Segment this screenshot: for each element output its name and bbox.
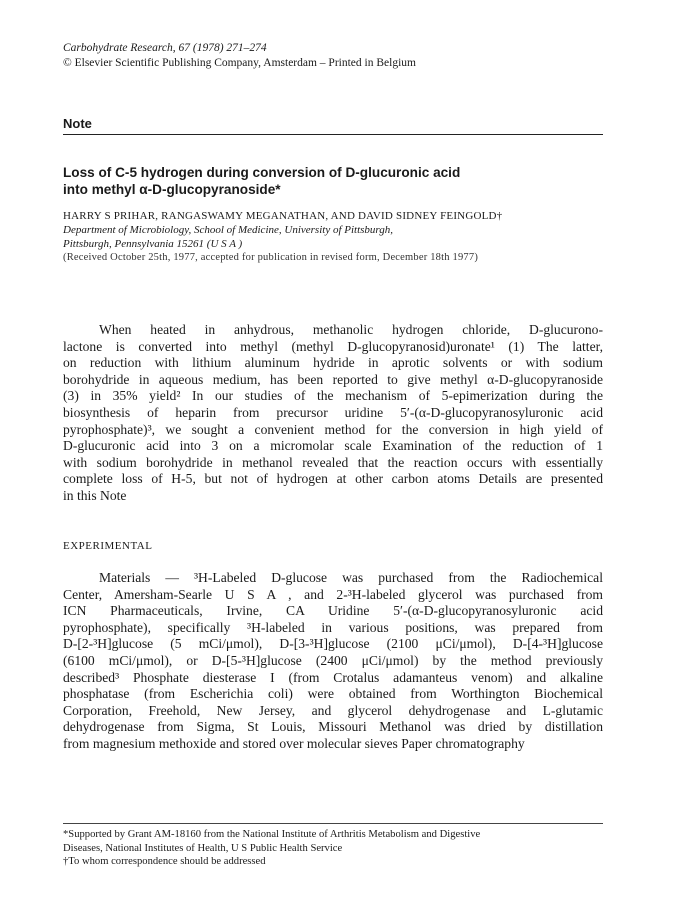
intro-line: pyrophosphate)³, we sought a convenient method for the conversion in high yield of xyxy=(63,421,603,437)
author-list: HARRY S PRIHAR, RANGASWAMY MEGANATHAN, AND DAVID SIDNEY FEINGOLD† xyxy=(63,210,503,222)
footnote-correspondence: †To whom correspondence should be addressed xyxy=(63,856,266,867)
received-dates: (Received October 25th, 1977, accepted for publication in revised form, December 18th 1977) xyxy=(63,252,479,263)
intro-line: When heated in anhydrous, methanolic hydrogen chloride, D-glucurono- xyxy=(99,322,603,337)
section-heading-experimental: EXPERIMENTAL xyxy=(63,540,153,552)
journal-header xyxy=(63,41,416,71)
title-line-2: into methyl α-D-glucopyranoside* xyxy=(63,182,281,197)
intro-line: (3) in 35% yield² In our studies of the mechanism of 5-epimerization during the xyxy=(63,388,603,404)
footnote-funding: *Supported by Grant AM-18160 from the National Institute of Arthritis Metabolism and Digestive xyxy=(63,829,481,840)
materials-line: phosphatase (from Escherichia coli) were obtained from Worthington Biochemical xyxy=(63,686,603,702)
intro-line: with sodium borohydride in methanol revealed that the reaction occurs with essentially xyxy=(63,454,603,470)
materials-line: D-[2-³H]glucose (5 mCi/μmol), D-[3-³H]glucose (2100 μCi/μmol), D-[4-³H]glucose xyxy=(63,636,603,652)
materials-line: dehydrogenase from Sigma, St Louis, Missouri Methanol was dried by distillation xyxy=(63,719,603,735)
header-rule xyxy=(63,134,603,135)
journal-citation: Carbohydrate Research, 67 (1978) 271–274 xyxy=(63,42,267,54)
affiliation-line-2: Pittsburgh, Pennsylvania 15261 (U S A ) xyxy=(63,237,243,250)
materials-paragraph xyxy=(63,570,603,753)
affiliation xyxy=(63,224,393,251)
materials-line: from magnesium methoxide and stored over molecular sieves Paper chromatography xyxy=(63,735,525,751)
copyright-notice: © Elsevier Scientific Publishing Company, Amsterdam – Printed in Belgium xyxy=(63,57,416,69)
intro-paragraph xyxy=(63,322,603,505)
materials-line: pyrophosphate), specifically ³H-labeled in various positions, was prepared from xyxy=(63,619,603,635)
footnotes xyxy=(63,823,603,869)
intro-line: on reduction with lithium aluminum hydride in aprotic solvents or with sodium xyxy=(63,355,603,371)
materials-line: Corporation, Freehold, New Jersey, and glycerol dehydrogenase and L-glutamic xyxy=(63,702,603,718)
intro-line: biosynthesis of heparin from precursor uridine 5′-(α-D-glucopyranosyluronic acid xyxy=(63,404,603,420)
materials-line: Materials — ³H-Labeled D-glucose was purchased from the Radiochemical xyxy=(99,570,603,585)
materials-line: described³ Phosphate diesterase I (from Crotalus adamanteus venom) and alkaline xyxy=(63,669,603,685)
materials-line: (6100 mCi/μmol), or D-[5-³H]glucose (2400 μCi/μmol) by the method previously xyxy=(63,652,603,668)
note-label: Note xyxy=(63,116,92,131)
intro-line: lactone is converted into methyl (methyl D-glucopyranosid)uronate¹ (1) The latter, xyxy=(63,338,603,354)
intro-line: D-glucuronic acid into 3 on a micromolar scale Examination of the reduction of 1 xyxy=(63,438,603,454)
affiliation-line-1: Department of Microbiology, School of Medicine, University of Pittsburgh, xyxy=(63,224,394,236)
intro-line: in this Note xyxy=(63,487,127,503)
intro-line: borohydride in aqueous medium, has been reported to give methyl α-D-glucopyranoside xyxy=(63,371,603,387)
title-line-1: Loss of C-5 hydrogen during conversion of D-glucuronic acid xyxy=(63,165,461,180)
intro-line: complete loss of H-5, but not of hydrogen at other carbon atoms Details are presented xyxy=(63,471,603,487)
article-title xyxy=(63,164,603,198)
footnote-funding-cont: Diseases, National Institutes of Health, U S Public Health Service xyxy=(63,842,343,854)
materials-line: Center, Amersham-Searle U S A , and 2-³H-labeled glycerol was purchased from xyxy=(63,586,603,602)
materials-line: ICN Pharmaceuticals, Irvine, CA Uridine 5′-(α-D-glucopyranosyluronic acid xyxy=(63,603,603,619)
